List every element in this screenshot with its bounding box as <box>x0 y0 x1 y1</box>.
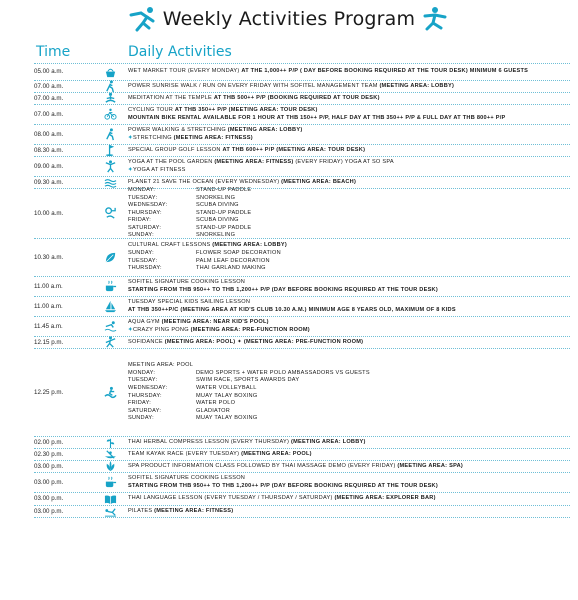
day-label: FRIDAY: <box>128 217 152 224</box>
row-time: 11.00 a.m. <box>34 282 63 290</box>
row-time: 12.15 p.m. <box>34 338 64 346</box>
day-activity: MUAY TALAY BOXING <box>196 415 258 422</box>
leaf-icon <box>92 239 128 276</box>
row-time: 02.00 p.m. <box>34 438 64 446</box>
row-activities <box>128 493 570 505</box>
waves-icon <box>92 177 128 188</box>
activity-detail: (MEETING AREA: LOBBY) <box>227 126 303 133</box>
activity-name: SPECIAL GROUP GOLF LESSON <box>128 146 223 153</box>
schedule-row <box>34 349 570 437</box>
row-time: 11.45 a.m. <box>34 322 63 330</box>
activity-detail: (MEETING AREA: BEACH) <box>281 178 357 185</box>
activity-line <box>128 107 570 115</box>
day-label: SUNDAY: <box>128 415 154 422</box>
activity-name: POWER SUNRISE WALK / RUN ON EVERY FRIDAY WITH SOFITEL MANAGEMENT TEAM <box>128 82 380 89</box>
day-schedule-item <box>128 393 570 401</box>
activity-detail: (MEETING AREA: NEAR KID'S POOL) <box>161 318 269 325</box>
activity-detail: AT THB 600++ P/P (MEETING AREA: TOUR DESK) <box>222 146 366 153</box>
activity-name: SOFITEL SIGNATURE COOKING LESSON <box>128 474 246 481</box>
day-activity: MUAY TALAY BOXING <box>196 392 258 399</box>
book-icon <box>92 493 128 505</box>
activity-detail: MOUNTAIN BIKE RENTAL AVAILABLE FOR 1 HOUR AT THB 150++ P/P, HALF DAY AT THB 350++ P/P & FULL DAY AT THB 800++ P/P <box>128 114 506 121</box>
schedule-row <box>34 317 570 337</box>
activity-line <box>128 299 570 307</box>
day-activity: WATER POLO <box>196 400 236 407</box>
activity-detail: (MEETING AREA: PRE-FUNCTION ROOM) <box>190 326 310 333</box>
wave-rider-icon <box>92 349 128 436</box>
day-schedule-item <box>128 195 570 203</box>
row-activities <box>128 239 570 276</box>
activity-detail: AT THB 350++P/C (MEETING AREA AT KID'S CLUB 10.30 A.M.) MINIMUM AGE 8 YEARS OLD, MAXIMUM OF 8 KIDS <box>128 306 456 313</box>
bullet-icon: ✦ <box>128 134 133 141</box>
runner-logo-icon <box>129 6 157 32</box>
activity-detail: (MEETING AREA: POOL) <box>164 338 236 345</box>
activity-name: TEAM KAYAK RACE (EVERY TUESDAY) <box>128 450 242 457</box>
activity-detail: (MEETING AREA: EXPLORER BAR) <box>334 495 436 502</box>
schedule-row <box>34 186 570 239</box>
row-time: 02.30 p.m. <box>34 450 64 458</box>
row-time: 03.00 p.m. <box>34 495 64 503</box>
cooking-icon <box>92 473 128 492</box>
bullet-icon: ✦ <box>128 326 133 333</box>
day-activity: SNORKELING <box>196 194 236 201</box>
walker-icon <box>92 81 128 92</box>
row-activities <box>128 277 570 296</box>
activity-line <box>128 362 570 370</box>
activity-line <box>128 242 570 250</box>
row-activities <box>128 93 570 104</box>
activity-line <box>128 127 570 135</box>
day-label: SUNDAY: <box>128 232 154 239</box>
row-time: 05.00 a.m. <box>34 68 64 76</box>
activity-name: CYCLING TOUR <box>128 106 175 113</box>
yoga-icon <box>92 157 128 176</box>
activity-name: MEETING AREA: POOL <box>128 362 194 369</box>
activity-line <box>128 439 570 447</box>
day-activity: STAND-UP PADDLE <box>196 186 252 193</box>
row-activities <box>128 297 570 316</box>
day-schedule-item <box>128 258 570 266</box>
day-activity: THAI GARLAND MAKING <box>196 265 266 272</box>
day-schedule-item <box>128 225 570 233</box>
row-activities <box>128 145 570 156</box>
row-time: 03.00 p.m. <box>34 462 64 470</box>
day-activity: STAND-UP PADDLE <box>196 209 252 216</box>
meditation-icon <box>92 93 128 104</box>
row-time: 08.00 a.m. <box>34 130 64 138</box>
activity-line <box>128 495 570 503</box>
bullet-icon: ✦ <box>128 166 133 173</box>
day-schedule-item <box>128 250 570 258</box>
schedule-row <box>34 297 570 317</box>
walker-icon <box>92 125 128 144</box>
row-time: 03.00 p.m. <box>34 478 64 486</box>
row-activities <box>128 437 570 448</box>
day-activity: SCUBA DIVING <box>196 217 239 224</box>
activity-name: MEDITATION AT THE TEMPLE <box>128 94 214 101</box>
day-activity: GLADIATOR <box>196 407 231 414</box>
activity-detail: (MEETING AREA: POOL) <box>241 450 312 457</box>
day-label: WEDNESDAY: <box>128 202 168 209</box>
row-time: 03.00 p.m. <box>34 507 64 515</box>
row-time: 07.00 a.m. <box>34 94 64 102</box>
day-activity: FLOWER SOAP DECORATION <box>196 249 281 256</box>
schedule-row <box>34 473 570 493</box>
day-label: WEDNESDAY: <box>128 384 168 391</box>
row-activities <box>128 105 570 124</box>
day-activity: STAND-UP PADDLE <box>196 224 252 231</box>
day-label: THURSDAY: <box>128 209 162 216</box>
activity-name: TUESDAY SPECIAL KIDS SAILING LESSON <box>128 298 251 305</box>
activity-name: STRETCHING <box>132 134 174 141</box>
activity-name: POWER WALKING & STRETCHING <box>128 126 228 133</box>
basket-icon <box>92 64 128 80</box>
day-label: TUESDAY: <box>128 377 158 384</box>
schedule-row <box>34 93 570 105</box>
activity-line <box>128 83 570 91</box>
row-activities <box>128 81 570 92</box>
row-activities <box>128 449 570 460</box>
day-activity: SCUBA DIVING <box>196 202 239 209</box>
activity-detail: STARTING FROM THB 950++ TO THB 1,200++ P/P (DAY BEFORE BOOKING REQUIRED AT THE TOUR DESK) <box>128 286 438 293</box>
swimmer-logo-icon <box>421 6 449 32</box>
activity-name: SPA PRODUCT INFORMATION CLASS FOLLOWED BY THAI MASSAGE DEMO (EVERY FRIDAY) <box>128 462 398 469</box>
golf-icon <box>92 145 128 156</box>
activity-line <box>128 463 570 471</box>
cooking-icon <box>92 277 128 296</box>
page-header <box>0 6 578 36</box>
day-label: MONDAY: <box>128 186 156 193</box>
day-schedule-item <box>128 265 570 273</box>
activity-line <box>128 147 570 155</box>
activity-detail: (MEETING AREA: PRE-FUNCTION ROOM) <box>243 338 364 345</box>
day-label: TUESDAY: <box>128 194 158 201</box>
day-label: MONDAY: <box>128 369 156 376</box>
activity-line <box>128 115 570 123</box>
activity-line <box>128 319 570 327</box>
day-label: TUESDAY: <box>128 257 158 264</box>
schedule-row <box>34 63 570 81</box>
activity-name: PILATES <box>128 507 155 514</box>
day-label: THURSDAY: <box>128 392 162 399</box>
row-activities <box>128 461 570 472</box>
column-header-activities: Daily Activities <box>128 44 232 60</box>
day-schedule-item <box>128 187 570 195</box>
activity-name: AQUA GYM <box>128 318 162 325</box>
day-label: SATURDAY: <box>128 224 162 231</box>
day-schedule-item <box>128 210 570 218</box>
row-activities <box>128 186 570 239</box>
row-activities <box>128 125 570 144</box>
bicycle-icon <box>92 105 128 124</box>
day-activity: SNORKELING <box>196 232 236 239</box>
activity-name: YOGA AT THE POOL GARDEN <box>128 158 215 165</box>
activity-name: THAI HERBAL COMPRESS LESSON (EVERY THURSDAY) <box>128 438 291 445</box>
schedule-row <box>34 157 570 177</box>
day-activity: SWIM RACE, SPORTS AWARDS DAY <box>196 377 300 384</box>
row-time: 07.00 a.m. <box>34 110 64 118</box>
schedule-table <box>34 63 570 518</box>
day-schedule-item <box>128 370 570 378</box>
row-time: 09.00 a.m. <box>34 162 64 170</box>
day-label: FRIDAY: <box>128 400 152 407</box>
row-time: 08.30 a.m. <box>34 146 64 154</box>
activity-line <box>128 339 570 347</box>
activity-line <box>128 475 570 483</box>
day-activity: DEMO SPORTS + WATER POLO AMBASSADORS VS GUESTS <box>196 369 370 376</box>
activity-line <box>128 287 570 295</box>
header-inner <box>129 6 450 32</box>
activity-detail: (MEETING AREA: FITNESS) <box>154 507 234 514</box>
row-activities <box>128 337 570 348</box>
activity-detail: AT THB 350++ P/P (MEETING AREA: TOUR DESK) <box>174 106 318 113</box>
activity-line <box>128 451 570 459</box>
activity-name: SOFITEL SIGNATURE COOKING LESSON <box>128 278 246 285</box>
dance-icon <box>92 337 128 348</box>
day-schedule-item <box>128 400 570 408</box>
activity-detail: STARTING FROM THB 950++ TO THB 1,200++ P/P (DAY BEFORE BOOKING REQUIRED AT THE TOUR DESK) <box>128 482 438 489</box>
page-title: Weekly Activities Program <box>162 8 416 30</box>
row-activities <box>128 157 570 176</box>
row-time: 07.00 a.m. <box>34 82 64 90</box>
day-label: SUNDAY: <box>128 249 154 256</box>
activity-detail: (MEETING AREA: SPA) <box>397 462 464 469</box>
day-label: SATURDAY: <box>128 407 162 414</box>
day-schedule-item <box>128 385 570 393</box>
activity-name: CRAZY PING PONG <box>132 326 191 333</box>
row-time: 09.30 a.m. <box>34 178 64 186</box>
schedule-row <box>34 337 570 349</box>
row-activities <box>128 473 570 492</box>
activity-line <box>128 179 570 187</box>
activity-detail: (MEETING AREA: FITNESS) <box>173 134 253 141</box>
activity-name: PLANET 21 SAVE THE OCEAN (EVERY WEDNESDAY) <box>128 178 282 185</box>
day-schedule-item <box>128 408 570 416</box>
activity-line <box>128 327 570 335</box>
activity-name: (EVERY FRIDAY) YOGA AT SO SPA <box>293 158 394 165</box>
activity-line <box>128 68 570 76</box>
day-activity: PALM LEAF DECORATION <box>196 257 270 264</box>
row-time: 10.30 a.m. <box>34 253 64 261</box>
activity-detail: (MEETING AREA: LOBBY) <box>379 82 455 89</box>
activity-line <box>128 279 570 287</box>
schedule-row <box>34 277 570 297</box>
activity-name: WET MARKET TOUR (EVERY MONDAY) <box>128 68 242 75</box>
activity-name: THAI LANGUAGE LESSON (EVERY TUESDAY / THURSDAY / SATURDAY) <box>128 495 335 502</box>
row-activities <box>128 317 570 336</box>
activity-line <box>128 159 570 167</box>
kayak-icon <box>92 449 128 460</box>
activity-detail: (MEETING AREA: LOBBY) <box>212 242 287 249</box>
activity-detail: (MEETING AREA: FITNESS) <box>214 158 294 165</box>
pilates-icon <box>92 506 128 517</box>
row-activities <box>128 64 570 80</box>
activity-line <box>128 135 570 143</box>
day-schedule-item <box>128 217 570 225</box>
activity-name: ✦ <box>235 338 244 345</box>
activity-line <box>128 95 570 103</box>
day-activity: WATER VOLLEYBALL <box>196 384 257 391</box>
row-time: 11.00 a.m. <box>34 302 63 310</box>
row-time: 10.00 a.m. <box>34 209 64 217</box>
swimmer-icon <box>92 317 128 336</box>
schedule-row <box>34 145 570 157</box>
row-activities <box>128 349 570 436</box>
activity-name: SOFIDANCE <box>128 338 165 345</box>
sailboat-icon <box>92 297 128 316</box>
schedule-row <box>34 239 570 277</box>
activity-detail: AT THB 500++ P/P (BOOKING REQUIRED AT TOUR DESK) <box>213 94 380 101</box>
row-time: 12.25 p.m. <box>34 388 64 396</box>
day-schedule-item <box>128 202 570 210</box>
herb-icon <box>92 437 128 448</box>
activity-line <box>128 307 570 315</box>
activity-detail: AT THE 1,000++ P/P ( DAY BEFORE BOOKING REQUIRED AT THE TOUR DESK) MINIMUM 6 GUESTS <box>241 68 529 75</box>
schedule-row <box>34 105 570 125</box>
row-activities <box>128 506 570 517</box>
activity-name: CULTURAL CRAFT LESSONS <box>128 242 213 249</box>
column-header-time: Time <box>36 44 71 60</box>
diver-icon <box>92 189 128 238</box>
day-schedule-item <box>128 415 570 423</box>
day-schedule-item <box>128 377 570 385</box>
day-label: THURSDAY: <box>128 265 162 272</box>
activity-detail: (MEETING AREA: LOBBY) <box>290 438 366 445</box>
activity-name: YOGA AT FITNESS <box>132 166 186 173</box>
schedule-row <box>34 461 570 473</box>
spa-icon <box>92 461 128 472</box>
schedule-row <box>34 506 570 518</box>
activity-line <box>128 483 570 491</box>
activity-line <box>128 508 570 516</box>
schedule-row <box>34 125 570 145</box>
activity-line <box>128 167 570 175</box>
